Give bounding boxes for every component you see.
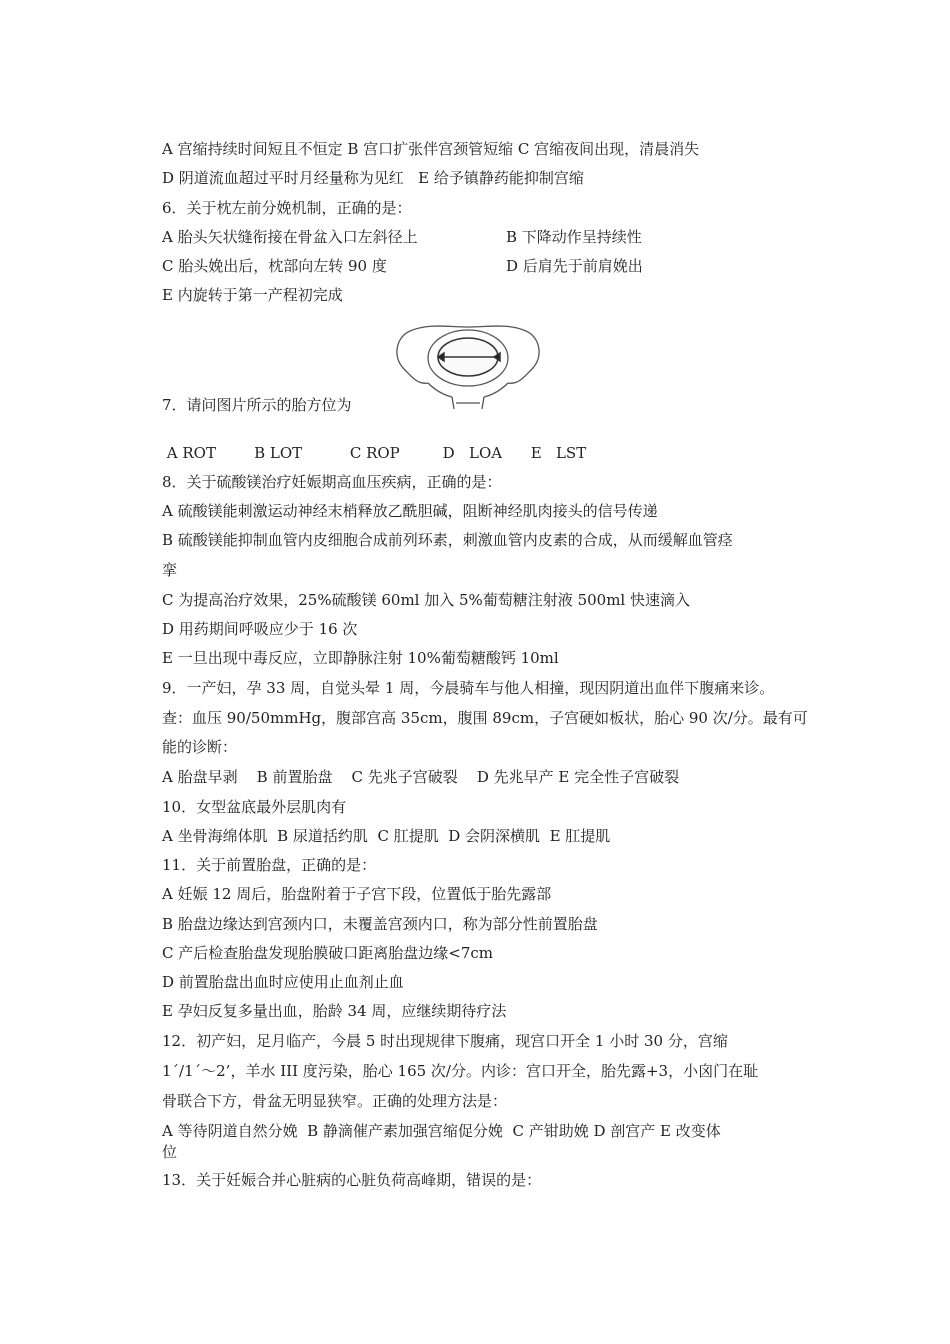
q5-options-line2: D 阴道流血超过平时月经量称为见红 E 给予镇静药能抑制宫缩 [162,169,584,187]
q6-option-b: B 下降动作呈持续性 [506,228,642,246]
q5-options-line1: A 宫缩持续时间短且不恒定 B 宫口扩张伴宫颈管短缩 C 宫缩夜间出现，清晨消失 [162,140,700,158]
q8-option-b-cont: 挛 [162,561,178,579]
pelvis-fetal-head-diagram [388,313,548,413]
q8-stem: 8．关于硫酸镁治疗妊娠期高血压疾病，正确的是： [162,473,502,491]
q8-option-e: E 一旦出现中毒反应，立即静脉注射 10%葡萄糖酸钙 10ml [162,649,559,667]
q6-option-d: D 后肩先于前肩娩出 [506,257,643,275]
q7-stem: 7．请问图片所示的胎方位为 [162,396,352,414]
q9-stem-line3: 能的诊断： [162,738,238,756]
q10-options: A 坐骨海绵体肌 B 尿道括约肌 C 肛提肌 D 会阴深横肌 E 肛提肌 [162,827,611,845]
q6-option-a: A 胎头矢状缝衔接在骨盆入口左斜径上 [162,228,418,246]
q7-options: A ROT B LOT C ROP D LOA E LST [162,444,587,462]
q9-stem-line2: 查：血压 90/50mmHg，腹部宫高 35cm，腹围 89cm，子宫硬如板状，胎心 90 次/分。最有可 [162,709,808,727]
q12-stem-line3: 骨联合下方，骨盆无明显狭窄。正确的处理方法是： [162,1092,508,1110]
q11-option-e: E 孕妇反复多量出血，胎龄 34 周，应继续期待疗法 [162,1002,507,1020]
q6-option-c: C 胎头娩出后，枕部向左转 90 度 [162,257,387,275]
q11-option-d: D 前置胎盘出血时应使用止血剂止血 [162,973,404,991]
q8-option-a: A 硫酸镁能刺激运动神经末梢释放乙酰胆碱，阻断神经肌肉接头的信号传递 [162,502,658,520]
q6-stem: 6．关于枕左前分娩机制，正确的是： [162,199,412,217]
q12-options-cont: 位 [162,1143,178,1161]
q10-stem: 10．女型盆底最外层肌肉有 [162,798,347,816]
q12-stem-line1: 12．初产妇，足月临产，今晨 5 时出现规律下腹痛，现宫口开全 1 小时 30 分，宫缩 [162,1032,728,1050]
q8-option-b: B 硫酸镁能抑制血管内皮细胞合成前列环素，刺激血管内皮素的合成，从而缓解血管痉 [162,531,733,549]
q13-stem: 13．关于妊娠合并心脏病的心脏负荷高峰期，错误的是： [162,1171,542,1189]
q8-option-d: D 用药期间呼吸应少于 16 次 [162,620,358,638]
q9-stem-line1: 9．一产妇，孕 33 周，自觉头晕 1 周，今晨骑车与他人相撞，现因阴道出血伴下腹痛来诊。 [162,679,775,697]
q11-stem: 11．关于前置胎盘，正确的是： [162,856,377,874]
q6-option-e: E 内旋转于第一产程初完成 [162,286,343,304]
q11-option-a: A 妊娠 12 周后，胎盘附着于子宫下段，位置低于胎先露部 [162,885,552,903]
q8-option-c: C 为提高治疗效果，25%硫酸镁 60ml 加入 5%葡萄糖注射液 500ml 快速滴入 [162,591,690,609]
q11-option-c: C 产后检查胎盘发现胎膜破口距离胎盘边缘<7cm [162,944,493,962]
q12-stem-line2: 1ˊ/1ˊ～2’，羊水 III 度污染，胎心 165 次/分。内诊：宫口开全，胎先露+3，小囟门在耻 [162,1062,759,1080]
q9-options: A 胎盘早剥 B 前置胎盘 C 先兆子宫破裂 D 先兆早产 E 完全性子宫破裂 [162,768,680,786]
q12-options: A 等待阴道自然分娩 B 静滴催产素加强宫缩促分娩 C 产钳助娩 D 剖宫产 E 改变体 [162,1122,721,1140]
q11-option-b: B 胎盘边缘达到宫颈内口，未覆盖宫颈内口，称为部分性前置胎盘 [162,915,598,933]
